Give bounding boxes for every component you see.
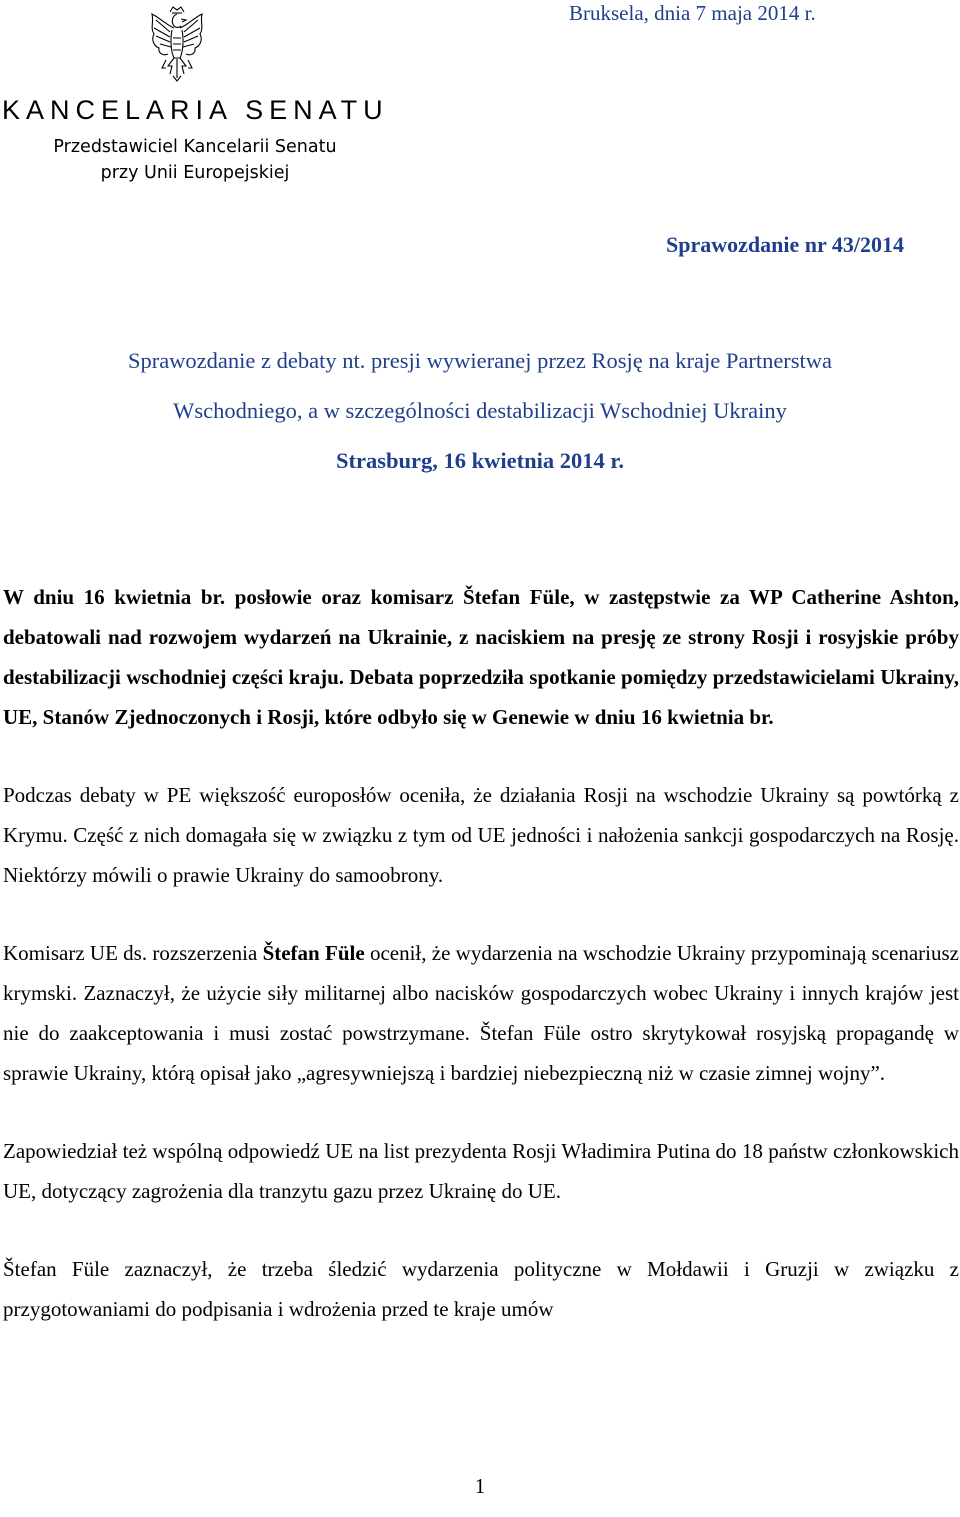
report-body bbox=[3, 577, 959, 1367]
institution-subtitle-2: przy Unii Europejskiej bbox=[100, 163, 290, 183]
report-title bbox=[0, 336, 960, 486]
title-line-2: Wschodniego, a w szczególności destabilizacji Wschodniej Ukrainy bbox=[173, 398, 787, 423]
paragraph-3 bbox=[3, 933, 959, 1093]
paragraph-3-end: ocenił, że wydarzenia na wschodzie Ukrainy przypominają scenariusz krymski. Zaznaczył, że użycie siły militarnej albo nacisków gospodarczych wobec Ukrainy i innych krajów jest nie do zaakceptowania i musi zostać powstrzymane. Štefan Füle ostro skrytykował rosyjską propagandę w sprawie Ukrainy, którą opisał jako „agresywniejszą i bardziej niebezpieczną niż w czasie zimnej wojny”. bbox=[3, 941, 959, 1085]
institution-subtitle: Przedstawiciel Kancelarii Senatu bbox=[53, 137, 337, 157]
place-date: Strasburg, 16 kwietnia 2014 r. bbox=[336, 448, 624, 473]
paragraph-3-start: Komisarz UE ds. rozszerzenia bbox=[3, 941, 263, 965]
title-line-1: Sprawozdanie z debaty nt. presji wywieranej przez Rosję na kraje Partnerstwa bbox=[127, 348, 833, 373]
commissioner-name: Štefan Füle bbox=[262, 941, 365, 965]
institution-name: KANCELARIA SENATU bbox=[2, 95, 389, 125]
dateline: Bruksela, dnia 7 maja 2014 r. bbox=[569, 1, 816, 25]
paragraph-4: Zapowiedział też wspólną odpowiedź UE na list prezydenta Rosji Władimira Putina do 18 państw członkowskich UE, dotyczący zagrożenia dla tranzytu gazu przez Ukrainę do UE. bbox=[3, 1139, 959, 1203]
paragraph-2: Podczas debaty w PE większość europosłów oceniła, że działania Rosji na wschodzie Ukrainy są powtórką z Krymu. Część z nich domagała się w związku z tym od UE jedności i nałożenia sankcji gospodarczych na Rosję. Niektórzy mówili o prawie Ukrainy do samoobrony. bbox=[3, 783, 959, 887]
report-number: Sprawozdanie nr 43/2014 bbox=[666, 232, 904, 257]
paragraph-5: Štefan Füle zaznaczył, że trzeba śledzić wydarzenia polityczne w Mołdawii i Gruzji w związku z przygotowaniami do podpisania i wdrożenia przed te kraje umów bbox=[3, 1257, 959, 1321]
page-number: 1 bbox=[474, 1474, 486, 1498]
paragraph-1: W dniu 16 kwietnia br. posłowie oraz komisarz Štefan Füle, w zastępstwie za WP Catherine Ashton, debatowali nad rozwojem wydarzeń na Ukrainie, z naciskiem na presję ze strony Rosji i rosyjskie próby destabilizacji wschodniej części kraju. Debata poprzedziła spotkanie pomiędzy przedstawicielami Ukrainy, UE, Stanów Zjednoczonych i Rosji, które odbyło się w Genewie w dniu 16 kwietnia br. bbox=[3, 585, 959, 729]
polish-eagle-icon bbox=[146, 4, 208, 84]
